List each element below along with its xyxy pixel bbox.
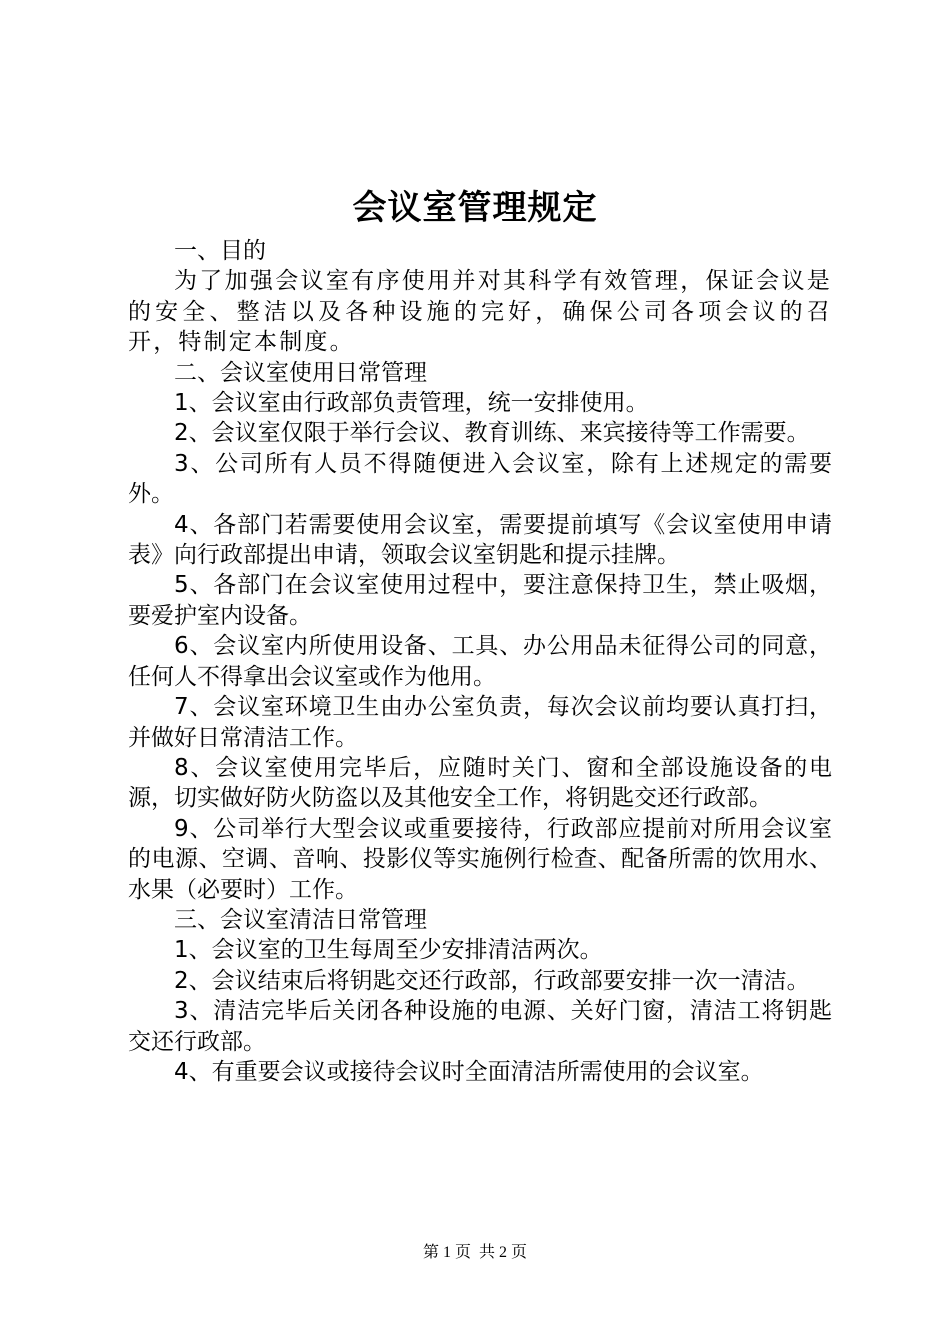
list-item: 1、会议室的卫生每周至少安排清洁两次。 — [174, 937, 603, 964]
section-heading-purpose: 一、目的 — [174, 238, 266, 264]
list-item: 3、清洁完毕后关闭各种设施的电源、关好门窗，清洁工将钥匙交还行政部。 — [128, 998, 832, 1055]
page-title: 会议室管理规定 — [352, 188, 598, 228]
section-heading-cleaning: 三、会议室清洁日常管理 — [174, 906, 427, 933]
section-heading-daily-use: 二、会议室使用日常管理 — [174, 359, 427, 386]
page-number: 第 1 页 — [422, 1244, 471, 1261]
list-item: 3、公司所有人员不得随便进入会议室，除有上述规定的需要外。 — [128, 450, 832, 508]
list-item: 1、会议室由行政部负责管理，统一安排使用。 — [174, 390, 649, 417]
list-item: 6、会议室内所使用设备、工具、办公用品未征得公司的同意，任何人不得拿出会议室或作为他用。 — [128, 633, 832, 690]
list-item: 4、有重要会议或接待会议时全面清洁所需使用的会议室。 — [174, 1058, 764, 1085]
list-item: 9、公司举行大型会议或重要接待，行政部应提前对所用会议室的电源、空调、音响、投影仪等实施例行检查、配备所需的饮用水、水果（必要时）工作。 — [128, 815, 832, 903]
page-total: 共 2 页 — [479, 1244, 528, 1261]
paragraph: 为了加强会议室有序使用并对其科学有效管理，保证会议是的安全、整洁以及各种设施的完好，确保公司各项会议的召开，特制定本制度。 — [128, 268, 832, 356]
list-item: 7、会议室环境卫生由办公室负责，每次会议前均要认真打扫，并做好日常清洁工作。 — [128, 694, 832, 751]
list-item: 5、各部门在会议室使用过程中，要注意保持卫生，禁止吸烟，要爱护室内设备。 — [128, 572, 832, 629]
list-item: 8、会议室使用完毕后，应随时关门、窗和全部设施设备的电源，切实做好防火防盗以及其他安全工作，将钥匙交还行政部。 — [128, 754, 832, 812]
list-item: 2、会议室仅限于举行会议、教育训练、来宾接待等工作需要。 — [174, 420, 810, 447]
list-item: 4、各部门若需要使用会议室，需要提前填写《会议室使用申请表》向行政部提出申请，领取会议室钥匙和提示挂牌。 — [128, 511, 832, 569]
page-footer — [0, 1242, 950, 1264]
list-item: 2、会议结束后将钥匙交还行政部，行政部要安排一次一清洁。 — [174, 967, 810, 994]
document-body — [128, 236, 832, 1087]
